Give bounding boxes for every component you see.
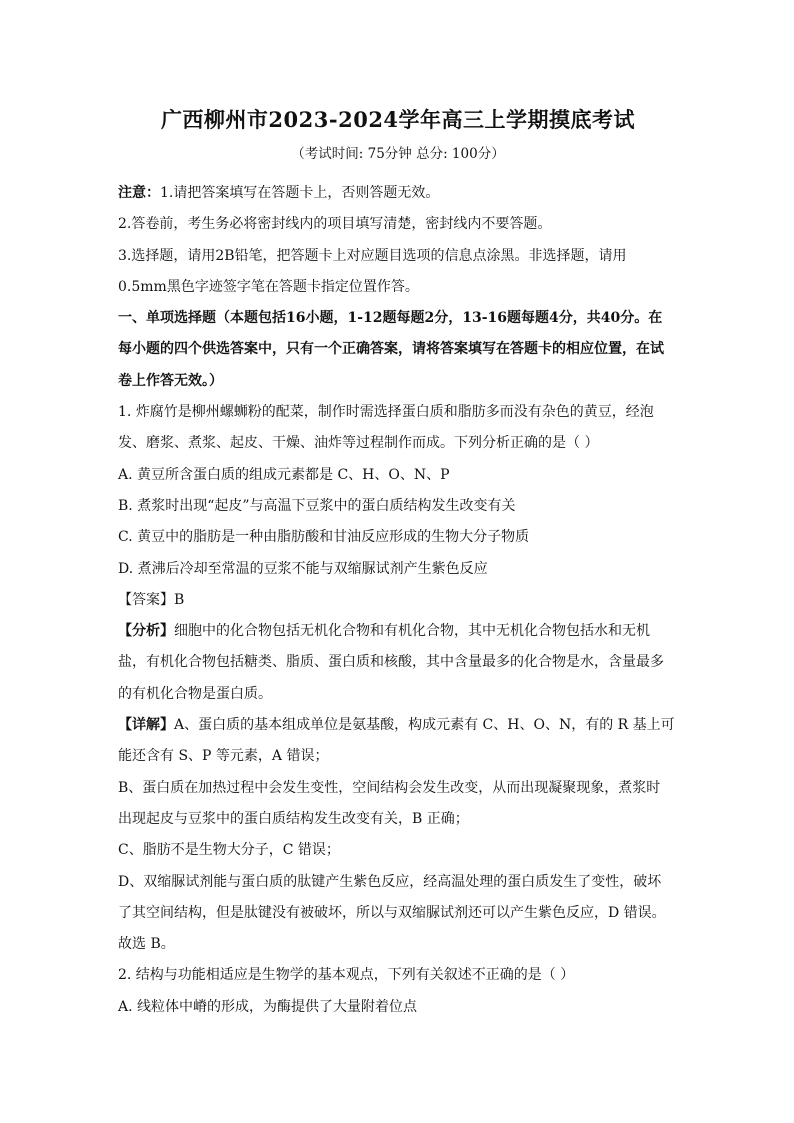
exam-page (118, 104, 678, 1023)
exam-subtitle: （考试时间: 75分钟 总分: 100分） (291, 146, 505, 162)
option-c: C. 黄豆中的脂肪是一种由脂肪酸和甘油反应形成的生物大分子物质 (118, 529, 530, 546)
analysis-line: 盐，有机化合物包括糖类、脂质、蛋白质和核酸，其中含量最多的化合物是水，含量最多 (118, 654, 664, 671)
detail-line (118, 710, 678, 741)
notice-label: 注意： (118, 185, 160, 201)
exam-content (118, 178, 678, 1023)
analysis-line: 的有机化合物是蛋白质。 (118, 685, 272, 702)
detail-line: D、双缩脲试剂能与蛋白质的肽键产生紫色反应，经高温处理的蛋白质发生了变性，破坏 (118, 873, 662, 890)
notice-text: 1.请把答案填写在答题卡上，否则答题无效。 (160, 185, 440, 201)
option-a: A. 线粒体中嵴的形成，为酶提供了大量附着位点 (118, 998, 418, 1015)
question-stem-line: 1. 炸腐竹是柳州螺蛳粉的配菜，制作时需选择蛋白质和脂肪多而没有杂色的黄豆，经泡 (118, 404, 654, 421)
notice-line: 3.选择题，请用2B铅笔，把答题卡上对应题目选项的信息点涂黑。非选择题，请用 (118, 247, 627, 264)
question-stem-line: 2. 结构与功能相适应是生物学的基本观点，下列有关叙述不正确的是（ ） (118, 967, 575, 984)
detail-line: C、脂肪不是生物大分子，C 错误； (118, 842, 340, 859)
question-stem-line: 发、磨浆、煮浆、起皮、干燥、油炸等过程制作而成。下列分析正确的是（ ） (118, 435, 599, 452)
notice-line: 0.5mm黑色字迹签字笔在答题卡指定位置作答。 (118, 278, 419, 295)
detail-line: 出现起皮与豆浆中的蛋白质结构发生改变有关，B 正确； (118, 810, 469, 827)
notice-line (118, 178, 678, 209)
analysis-text: 细胞中的化合物包括无机化合物和有机化合物，其中无机化合物包括水和无机 (174, 623, 650, 640)
option-b: B. 煮浆时出现“起皮”与高温下豆浆中的蛋白质结构发生改变有关 (118, 497, 516, 514)
detail-label: 【详解】 (118, 717, 174, 734)
detail-line: 能还含有 S、P 等元素，A 错误； (118, 748, 329, 765)
detail-text: A、蛋白质的基本组成单位是氨基酸，构成元素有 C、H、O、N，有的 R 基上可 (174, 717, 675, 734)
answer-line: 【答案】B (118, 591, 185, 608)
exam-title: 广西柳州市2023-2024学年高三上学期摸底考试 (160, 107, 636, 132)
analysis-label: 【分析】 (118, 623, 174, 640)
detail-line: 故选 B。 (118, 936, 175, 953)
section-heading-line: 一、单项选择题（本题包括16小题，1-12题每题2分，13-16题每题4分，共40分。在 (118, 310, 663, 327)
analysis-line (118, 616, 678, 647)
section-heading-line: 每小题的四个供选答案中，只有一个正确答案，请将答案填写在答题卡的相应位置，在试 (118, 341, 664, 358)
option-a: A. 黄豆所含蛋白质的组成元素都是 C、H、O、N、P (118, 466, 450, 483)
section-heading-line: 卷上作答无效。） (118, 372, 223, 389)
notice-line: 2.答卷前，考生务必将密封线内的项目填写清楚，密封线内不要答题。 (118, 216, 552, 233)
detail-line: 了其空间结构，但是肽键没有被破坏，所以与双缩脲试剂还可以产生紫色反应，D 错误。 (118, 904, 666, 921)
detail-line: B、蛋白质在加热过程中会发生变性，空间结构会发生改变，从而出现凝聚现象，煮浆时 (118, 779, 661, 796)
option-d: D. 煮沸后冷却至常温的豆浆不能与双缩脲试剂产生紫色反应 (118, 560, 488, 577)
